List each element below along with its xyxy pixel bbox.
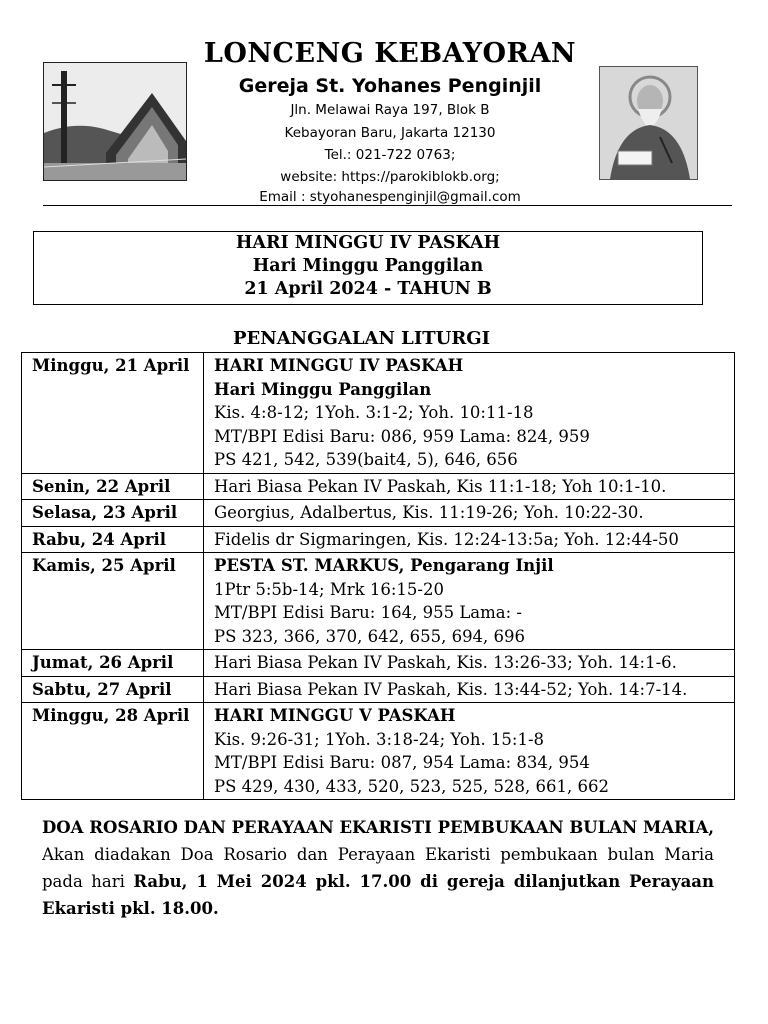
reading-cell [204, 500, 735, 527]
day-cell: Minggu, 28 April [22, 703, 204, 800]
header-divider [43, 205, 732, 206]
saint-portrait-icon [600, 67, 697, 179]
reading-cell [204, 553, 735, 650]
announcement-schedule: Rabu, 1 Mei 2024 pkl. 17.00 di gereja dilanjutkan Perayaan Ekaristi pkl. 18.00. [42, 872, 714, 918]
reading-cell [204, 676, 735, 703]
table-row [22, 500, 735, 527]
sunday-title-box [33, 231, 703, 305]
readings-line: Hari Biasa Pekan IV Paskah, Kis 11:1-18; Yoh 10:1-10. [214, 476, 667, 496]
liturgy-heading: PENANGGALAN LITURGI [233, 328, 491, 349]
day-cell: Jumat, 26 April [22, 650, 204, 677]
hymn-line: MT/BPI Edisi Baru: 087, 954 Lama: 834, 954 [214, 753, 590, 772]
readings-line: 1Ptr 5:5b-14; Mrk 16:15-20 [214, 579, 445, 599]
hymn-line: PS 323, 366, 370, 642, 655, 694, 696 [214, 626, 526, 646]
day-cell: Minggu, 21 April [22, 353, 204, 474]
day-cell: Kamis, 25 April [22, 553, 204, 650]
bulletin-title: LONCENG KEBAYORAN [203, 38, 577, 69]
sunday-theme: Hari Minggu Panggilan [252, 256, 484, 276]
reading-cell [204, 650, 735, 677]
reading-cell [204, 526, 735, 553]
address-line-2: Kebayoran Baru, Jakarta 12130 [284, 125, 496, 141]
readings-line: Kis. 9:26-31; 1Yoh. 3:18-24; Yoh. 15:1-8 [214, 729, 545, 749]
table-row [22, 473, 735, 500]
feast-name: HARI MINGGU V PASKAH [214, 706, 456, 725]
day-cell: Rabu, 24 April [22, 526, 204, 553]
day-cell: Selasa, 23 April [22, 500, 204, 527]
readings-line: Hari Biasa Pekan IV Paskah, Kis. 13:26-33; Yoh. 14:1-6. [214, 653, 677, 672]
table-row [22, 650, 735, 677]
hymn-line: MT/BPI Edisi Baru: 086, 959 Lama: 824, 959 [214, 426, 590, 446]
hymn-line: MT/BPI Edisi Baru: 164, 955 Lama: - [214, 603, 522, 622]
phone-line: Tel.: 021-722 0763; [324, 147, 456, 163]
feast-theme: Hari Minggu Panggilan [214, 379, 432, 399]
reading-cell [204, 473, 735, 500]
feast-name: HARI MINGGU IV PASKAH [214, 356, 464, 375]
hymn-line: PS 421, 542, 539(bait4, 5), 646, 656 [214, 450, 518, 469]
announcement-title: DOA ROSARIO DAN PERAYAAN EKARISTI PEMBUKAAN BULAN MARIA, [42, 818, 714, 837]
readings-line: Fidelis dr Sigmaringen, Kis. 12:24-13:5a; Yoh. 12:44-50 [214, 529, 679, 549]
table-row [22, 353, 735, 474]
table-row [22, 676, 735, 703]
church-photo [43, 62, 187, 181]
announcement-text: Akan diadakan Doa Rosario dan Perayaan Ekaristi pembukaan bulan Maria pada hari [42, 845, 714, 891]
sunday-name: HARI MINGGU IV PASKAH [235, 233, 501, 253]
readings-line: Kis. 4:8-12; 1Yoh. 3:1-2; Yoh. 10:11-18 [214, 403, 534, 422]
sunday-date: 21 April 2024 - TAHUN B [244, 279, 492, 299]
readings-line: Hari Biasa Pekan IV Paskah, Kis. 13:44-52; Yoh. 14:7-14. [214, 679, 688, 699]
church-building-icon [44, 63, 186, 180]
table-row [22, 526, 735, 553]
day-cell: Senin, 22 April [22, 473, 204, 500]
email-line: Email : styohanespenginjil@gmail.com [259, 189, 521, 205]
hymn-line: PS 429, 430, 433, 520, 523, 525, 528, 661, 662 [214, 776, 610, 796]
table-row [22, 703, 735, 800]
website-line: website: https://parokiblokb.org; [280, 169, 500, 185]
reading-cell [204, 353, 735, 474]
day-cell: Sabtu, 27 April [22, 676, 204, 703]
reading-cell [204, 703, 735, 800]
saint-portrait [599, 66, 698, 180]
church-name: Gereja St. Yohanes Penginjil [238, 75, 542, 97]
address-line-1: Jln. Melawai Raya 197, Blok B [290, 102, 490, 118]
readings-line: Georgius, Adalbertus, Kis. 11:19-26; Yoh. 10:22-30. [214, 503, 644, 522]
liturgy-table [21, 352, 735, 800]
table-row [22, 553, 735, 650]
feast-name: PESTA ST. MARKUS, Pengarang Injil [214, 556, 554, 575]
announcement-paragraph [42, 814, 714, 922]
